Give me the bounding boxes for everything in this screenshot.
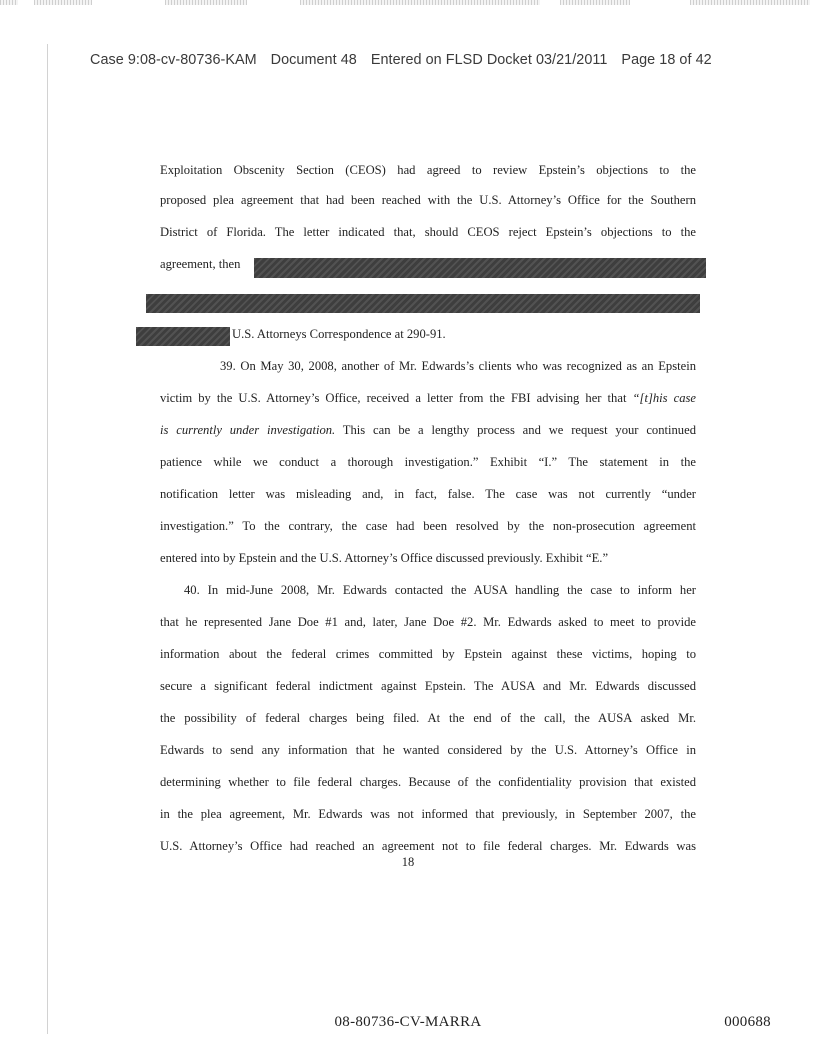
text-line: entered into by Epstein and the U.S. Attorney’s Office discussed previously. Exhibit “E.”	[160, 551, 609, 565]
text-line: the possibility of federal charges being filed. At the end of the call, the AUSA asked Mr.	[160, 711, 696, 725]
page-count: Page 18 of 42	[621, 52, 712, 68]
scan-artifact-strip	[0, 0, 816, 6]
text-line: that he represented Jane Doe #1 and, later, Jane Doe #2. Mr. Edwards asked to meet to provide	[160, 615, 696, 629]
document-number: Document 48	[270, 52, 357, 68]
quoted-text: is currently under investigation.	[160, 423, 336, 437]
text-line: Exploitation Obscenity Section (CEOS) had agreed to review Epstein’s objections to the	[160, 163, 696, 177]
text-line: agreement, then	[160, 257, 241, 271]
text-line: patience while we conduct a thorough investigation.” Exhibit “I.” The statement in the	[160, 455, 696, 469]
paragraph-39-start: 39. On May 30, 2008, another of Mr. Edwards’s clients who was recognized as an Epstein	[220, 359, 696, 373]
text-line: proposed plea agreement that had been reached with the U.S. Attorney’s Office for the Southern	[160, 193, 696, 207]
text-span: victim by the U.S. Attorney’s Office, received a letter from the FBI advising her that	[160, 391, 627, 405]
text-line: District of Florida. The letter indicated that, should CEOS reject Epstein’s objections to the	[160, 225, 696, 239]
text-span: This can be a lengthy process and we request your continued	[342, 423, 696, 437]
redaction-block	[136, 327, 230, 346]
text-line: U.S. Attorney’s Office had reached an agreement not to file federal charges. Mr. Edwards was	[160, 839, 696, 853]
text-line	[160, 422, 696, 438]
page-number: 18	[401, 855, 415, 869]
entered-date: Entered on FLSD Docket 03/21/2011	[370, 52, 608, 68]
text-line: investigation.” To the contrary, the case had been resolved by the non-prosecution agreement	[160, 519, 696, 533]
text-line: in the plea agreement, Mr. Edwards was not informed that previously, in September 2007, the	[160, 807, 696, 821]
text-line: U.S. Attorneys Correspondence at 290-91.	[232, 327, 446, 341]
case-number: Case 9:08-cv-80736-KAM	[90, 52, 257, 68]
redaction-block	[254, 258, 706, 278]
text-line: notification letter was misleading and, in fact, false. The case was not currently “under	[160, 487, 696, 501]
text-line	[160, 390, 696, 406]
text-line: secure a significant federal indictment against Epstein. The AUSA and Mr. Edwards discussed	[160, 679, 696, 693]
paragraph-40-start: 40. In mid-June 2008, Mr. Edwards contacted the AUSA handling the case to inform her	[184, 583, 696, 597]
quoted-text: “[t]his case	[632, 391, 697, 405]
docket-header	[90, 52, 790, 68]
text-line: information about the federal crimes committed by Epstein against these victims, hoping to	[160, 647, 696, 661]
margin-rule	[47, 44, 48, 1034]
bates-number: 000688	[724, 1014, 771, 1030]
footer-case-number: 08-80736-CV-MARRA	[334, 1014, 482, 1030]
redaction-block	[146, 294, 700, 313]
text-line: Edwards to send any information that he wanted considered by the U.S. Attorney’s Office in	[160, 743, 696, 757]
text-line: determining whether to file federal charges. Because of the confidentiality provision that existed	[160, 775, 696, 789]
